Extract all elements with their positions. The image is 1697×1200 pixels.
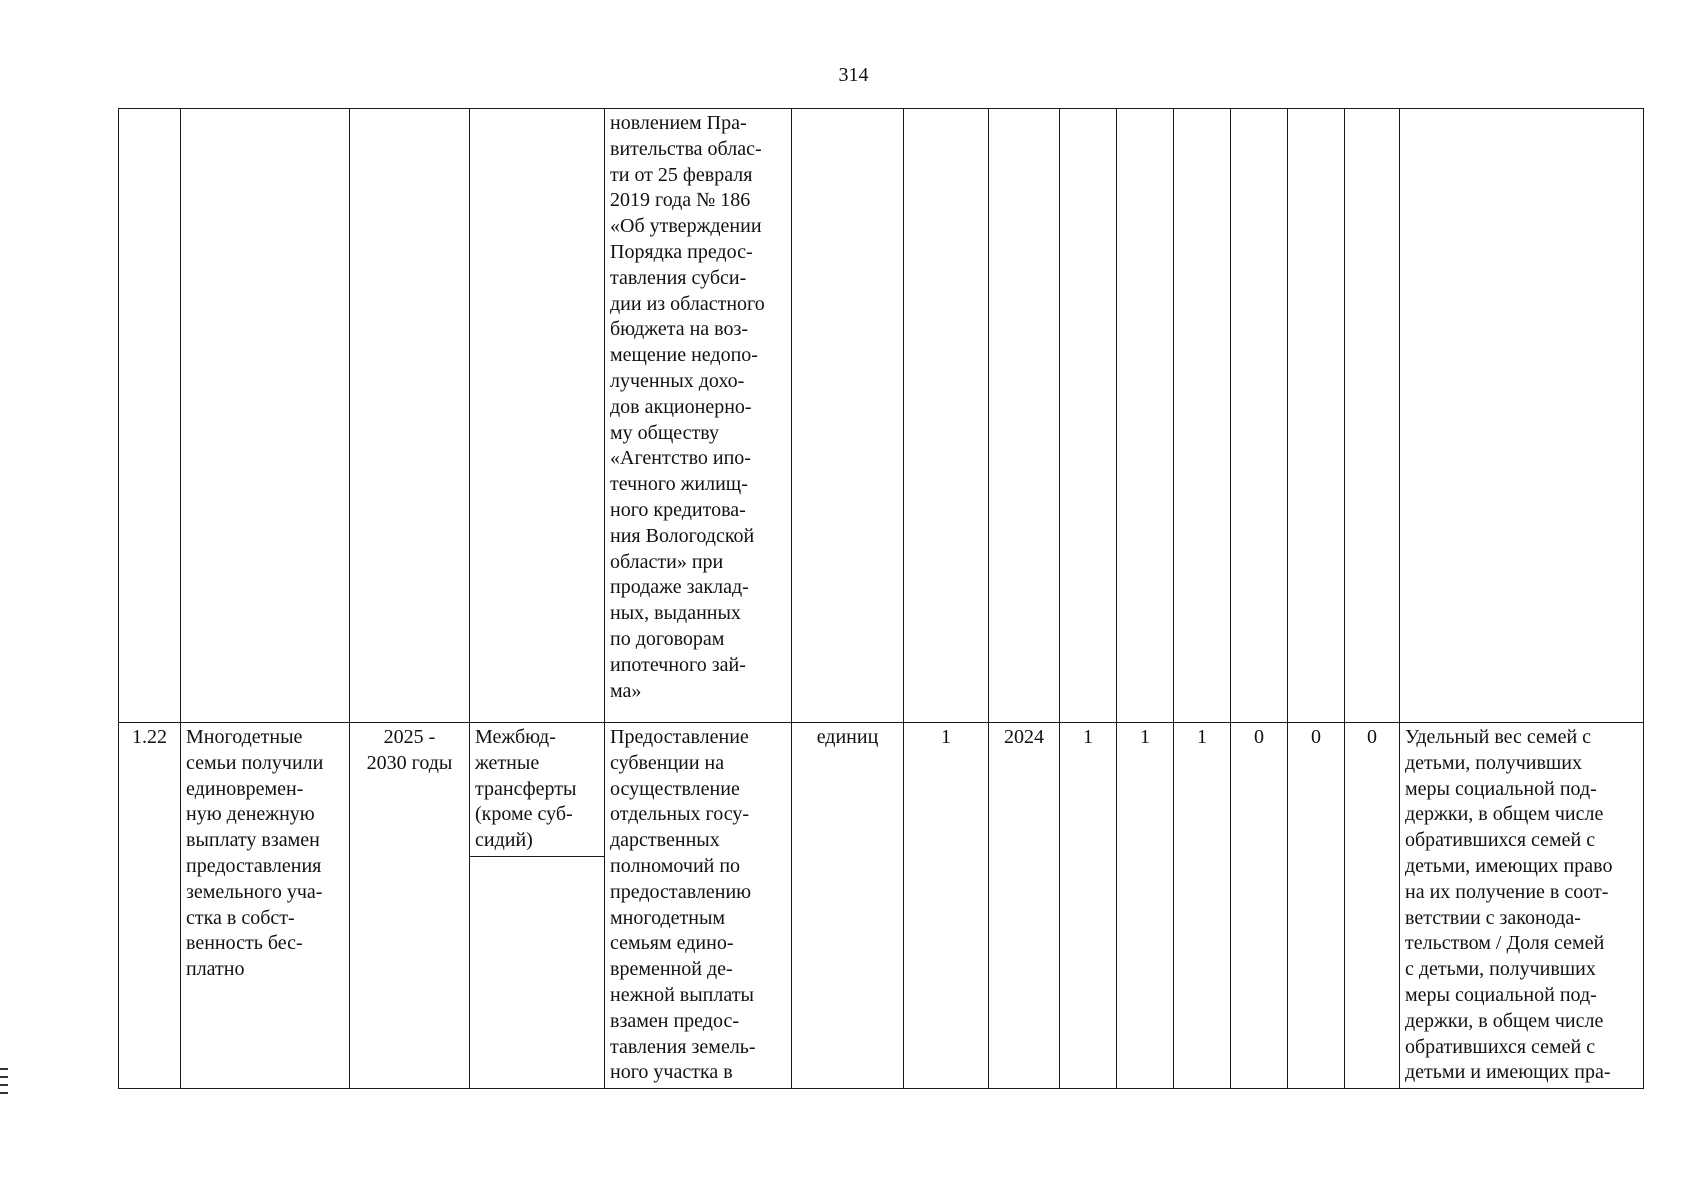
scan-mark bbox=[0, 1068, 8, 1070]
legal-basis-text: новлением Пра- вительства облас- ти от 25 февраля 2019 года № 186 «Об утверждении Порядка предос- тавления субси- дии из областного бюджета на воз- мещение недопо- лученных дохо- дов акционерно- му обществу «Агентство ипо- течного жилищ- ного кредитова- ния Вологодской области» при продаже заклад- ных, выданных по договорам ипотечного зай- ма» bbox=[610, 112, 765, 702]
cell-result-empty bbox=[181, 109, 350, 723]
period-text: 2025 - 2030 годы bbox=[366, 726, 453, 774]
cell-value-empty bbox=[1345, 109, 1400, 723]
result-text: Многодетные семьи получили единовремен- ную денежную выплату взамен предоставления земельного уча- стка в собст- венность бес- платно bbox=[186, 726, 324, 981]
scan-mark bbox=[0, 1076, 8, 1078]
cell-value-2027: 1 bbox=[1174, 723, 1231, 1089]
scan-mark bbox=[0, 1084, 8, 1086]
cell-unit: единиц bbox=[792, 723, 904, 1089]
cell-mechanism-empty bbox=[470, 109, 605, 723]
cell-legal-basis bbox=[605, 109, 792, 723]
cell-period bbox=[350, 723, 470, 1089]
cell-value-empty bbox=[1174, 109, 1231, 723]
cell-value-empty bbox=[1231, 109, 1288, 723]
scan-mark bbox=[0, 1092, 8, 1094]
cell-base-value-empty bbox=[904, 109, 989, 723]
cell-value-2030: 0 bbox=[1345, 723, 1400, 1089]
cell-base-value: 1 bbox=[904, 723, 989, 1089]
page-number: 314 bbox=[838, 64, 869, 86]
indicator-text: Удельный вес семей с детьми, получивших меры социальной под- держки, в общем числе обратившихся семей с детьми, имеющих право на их получение в соот- ветствии с законода- тельством / Доля семей с детьми, получивших меры социальной под- держки, в общем числе обратившихся семей с детьми и имеющих пра- bbox=[1405, 726, 1613, 1084]
cell-value-empty bbox=[1117, 109, 1174, 723]
cell-value-2029: 0 bbox=[1288, 723, 1345, 1089]
cell-result bbox=[181, 723, 350, 1089]
cell-value-2028: 0 bbox=[1231, 723, 1288, 1089]
scan-edge-marks bbox=[0, 1068, 10, 1100]
cell-unit-empty bbox=[792, 109, 904, 723]
cell-indicator-empty bbox=[1400, 109, 1644, 723]
cell-basis bbox=[605, 723, 792, 1089]
row-number: 1.22 bbox=[119, 723, 181, 1089]
cell-number-empty bbox=[119, 109, 181, 723]
cell-value-2026: 1 bbox=[1117, 723, 1174, 1089]
program-table bbox=[118, 108, 1644, 1089]
cell-value-empty bbox=[1060, 109, 1117, 723]
table-row-1-22 bbox=[119, 723, 1644, 1089]
cell-value-2025: 1 bbox=[1060, 723, 1117, 1089]
cell-base-year: 2024 bbox=[989, 723, 1060, 1089]
mechanism-text: Межбюд- жетные трансферты (кроме суб- сидий) bbox=[475, 726, 577, 852]
cell-value-empty bbox=[1288, 109, 1345, 723]
basis-text: Предоставление субвенции на осуществление отдельных госу- дарственных полномочий по предоставлению многодетным семьям едино- временной де- нежной выплаты взамен предос- тавления земель- ного участка в bbox=[610, 726, 756, 1084]
cell-indicator bbox=[1400, 723, 1644, 1089]
cell-base-year-empty bbox=[989, 109, 1060, 723]
cell-mechanism bbox=[470, 723, 605, 1089]
cell-period-empty bbox=[350, 109, 470, 723]
table-row-continuation bbox=[119, 109, 1644, 723]
